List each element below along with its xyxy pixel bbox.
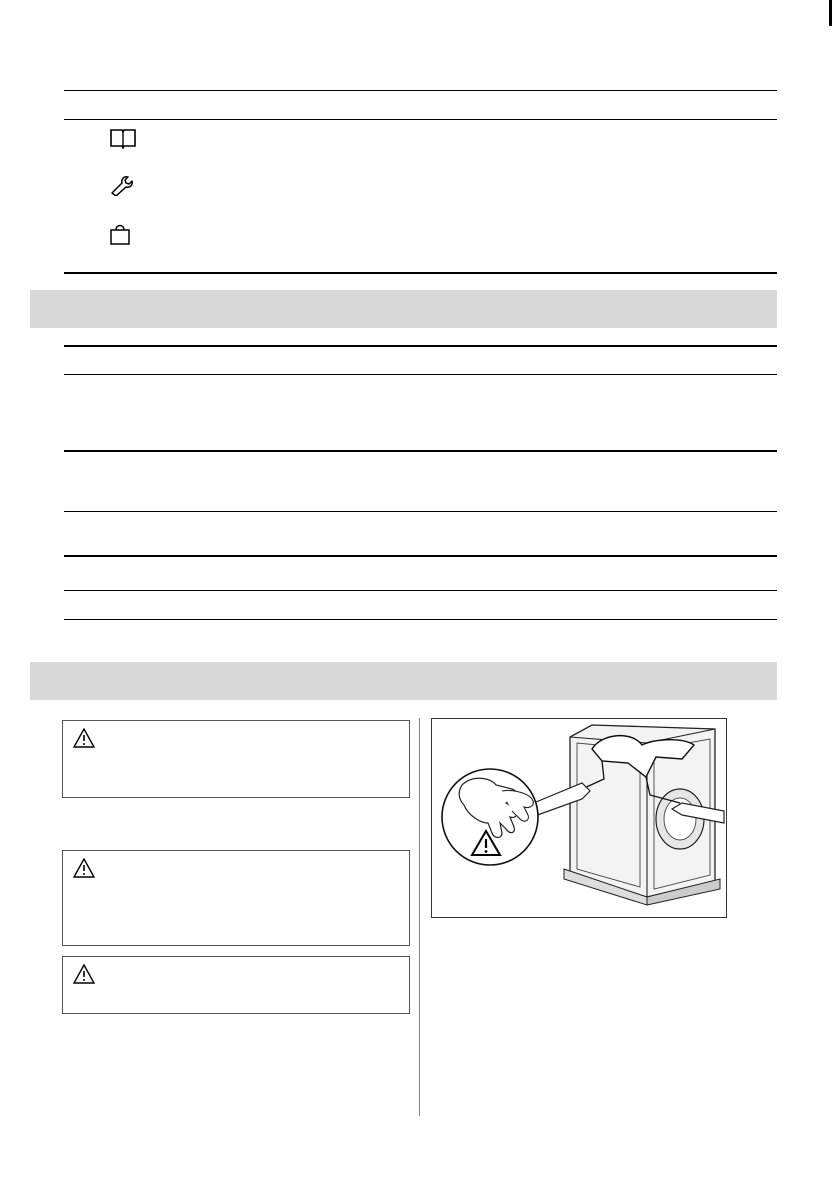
column-divider xyxy=(419,718,420,1116)
rule-table2-row1 xyxy=(64,450,777,452)
rule-table2-row4 xyxy=(64,590,777,591)
shopping-bag-icon xyxy=(108,222,134,251)
rule-table2-top xyxy=(64,345,777,347)
rule-top xyxy=(64,90,777,91)
rule-table-bottom xyxy=(64,272,777,274)
washing-machine-figure xyxy=(431,718,727,918)
page-corner-mark xyxy=(827,0,835,31)
section-band-2 xyxy=(30,662,777,700)
warning-box-1 xyxy=(62,720,410,798)
rule-table2-bottom xyxy=(64,619,777,620)
washing-machine-illustration xyxy=(432,719,726,917)
rule-table2-row3 xyxy=(64,555,777,557)
warning-box-2 xyxy=(62,850,410,946)
rule-header xyxy=(64,119,777,120)
section-band-1 xyxy=(30,290,777,328)
warning-triangle-icon xyxy=(73,964,95,989)
wrench-icon xyxy=(108,174,134,201)
warning-box-3 xyxy=(62,956,410,1014)
rule-table2-row2 xyxy=(64,511,777,512)
rule-table2-header xyxy=(64,374,777,375)
warning-triangle-icon xyxy=(73,728,95,753)
warning-triangle-icon xyxy=(73,858,95,883)
book-icon xyxy=(108,127,138,154)
